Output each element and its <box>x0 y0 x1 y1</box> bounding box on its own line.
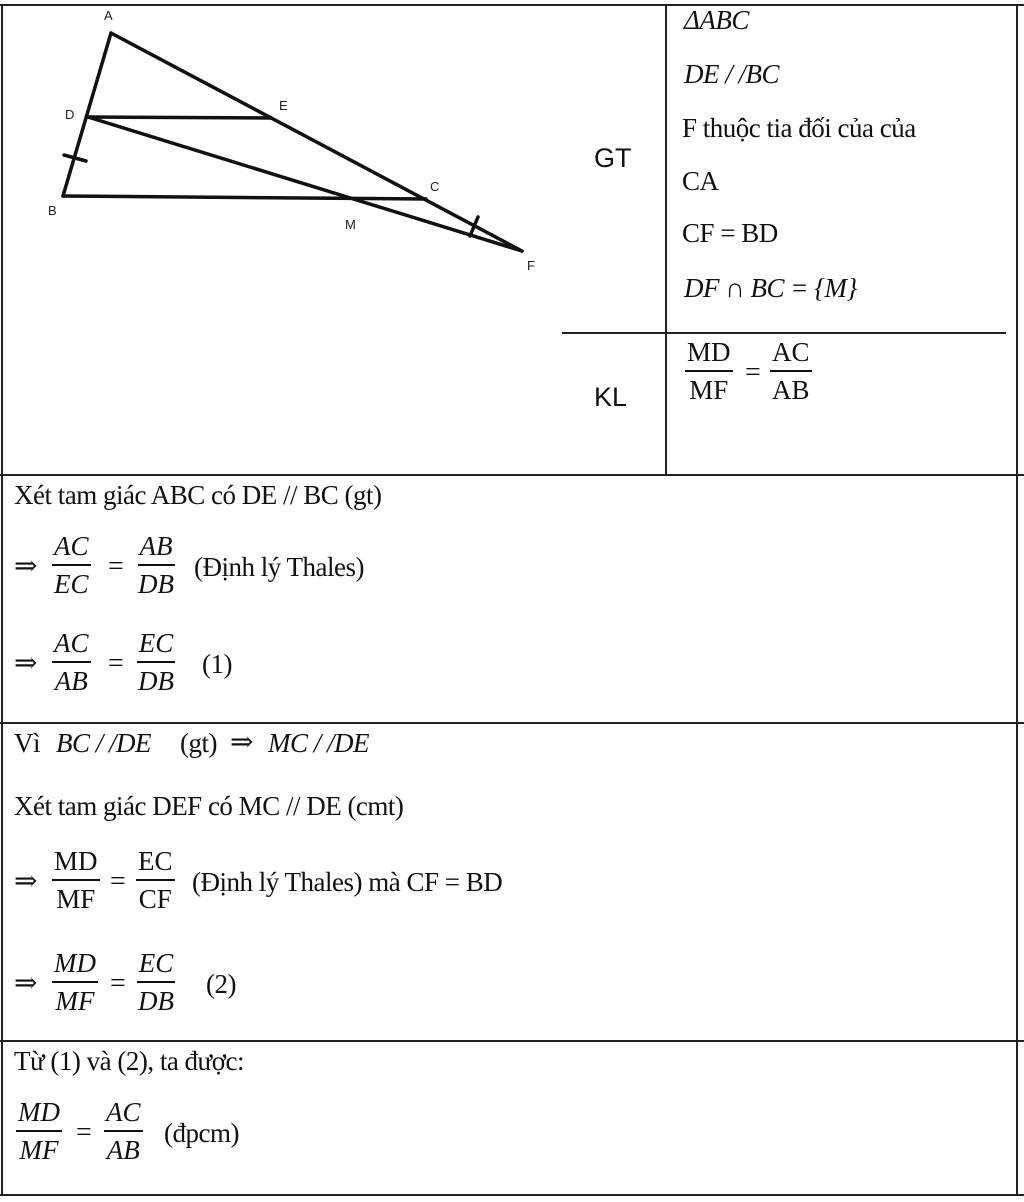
triangle-figure <box>0 0 560 300</box>
step1-line2-arrow: ⇒ <box>14 551 38 582</box>
step1-line2-note: (Định lý Thales) <box>194 552 364 582</box>
step1-line3-arrow: ⇒ <box>14 648 38 679</box>
step2-vi-math2: MC / /DE <box>268 728 369 758</box>
step2-line3-frac2: $\frac{EC}{CF}$ <box>138 846 173 914</box>
hypothesis-line-4: CA <box>682 166 719 196</box>
gt-kl-separator <box>562 332 1006 334</box>
point-label-E: E <box>279 98 288 113</box>
hypothesis-line-3: F thuộc tia đối của của <box>682 113 916 143</box>
table-divider-2 <box>0 722 1024 724</box>
hypothesis-line-5: CF = BD <box>682 218 778 248</box>
conclusion-fraction-left <box>685 337 733 405</box>
step3-note: (đpcm) <box>164 1118 239 1148</box>
step2-line4-arrow: ⇒ <box>14 968 38 999</box>
step2-line3-frac1: $\frac{MD}{MF}$ <box>54 846 98 914</box>
step2-line3-equals: = <box>110 866 126 897</box>
conclusion-right-num: AC <box>770 337 812 372</box>
step2-line4-equals: = <box>110 968 126 999</box>
table-divider-1 <box>0 474 1024 476</box>
point-label-D: D <box>65 107 75 122</box>
step2-intro: Xét tam giác DEF có MC // DE (cmt) <box>14 791 404 821</box>
step1-line3-note: (1) <box>202 649 232 679</box>
step1-line2-frac1: $\frac{AC}{EC}$ <box>54 531 89 599</box>
hypothesis-line-6: DF ∩ BC = {M} <box>684 273 857 303</box>
step2-line3-arrow: ⇒ <box>14 866 38 897</box>
table-border-right <box>1016 4 1018 1196</box>
table-border-bottom <box>0 1194 1024 1196</box>
gt-kl-divider <box>665 4 667 475</box>
step2-line4-frac1: $\frac{MD}{MF}$ <box>54 948 96 1016</box>
conclusion-left-num: MD <box>685 337 733 372</box>
step1-line3-frac1: $\frac{AC}{AB}$ <box>54 628 89 696</box>
step2-line4-note: (2) <box>206 969 236 999</box>
point-label-F: F <box>527 258 535 273</box>
step1-line3-frac2: $\frac{EC}{DB}$ <box>138 628 174 696</box>
table-divider-3 <box>0 1040 1024 1042</box>
conclusion-left-den: MF <box>689 375 729 405</box>
conclusion-equals: = <box>745 357 761 388</box>
point-label-A: A <box>104 8 113 23</box>
point-label-B: B <box>48 203 57 218</box>
step1-line2-frac2: $\frac{AB}{DB}$ <box>138 531 174 599</box>
step2-vi-math1: BC / /DE <box>56 728 151 758</box>
conclusion-right-den: AB <box>772 375 810 405</box>
step2-vi: Vì <box>14 728 40 758</box>
step2-line4-frac2: $\frac{EC}{DB}$ <box>138 948 174 1016</box>
hypothesis-line-1: ΔABC <box>684 5 749 35</box>
step3-frac1: $\frac{MD}{MF}$ <box>18 1097 60 1165</box>
step1-intro: Xét tam giác ABC có DE // BC (gt) <box>14 480 382 510</box>
conclusion-label: KL <box>594 382 628 412</box>
conclusion-fraction-right <box>770 337 812 405</box>
step1-line3-equals: = <box>108 648 124 679</box>
step2-vi-gt: (gt) <box>180 728 217 758</box>
step2-line3-note: (Định lý Thales) mà CF = BD <box>192 867 503 897</box>
step3-intro: Từ (1) và (2), ta được: <box>14 1046 244 1076</box>
step3-frac2: $\frac{AC}{AB}$ <box>106 1097 141 1165</box>
step2-vi-arrow: ⇒ <box>230 727 254 758</box>
point-label-C: C <box>430 179 440 194</box>
hypothesis-line-2: DE / /BC <box>684 59 779 89</box>
step1-line2-equals: = <box>108 551 124 582</box>
hypothesis-label: GT <box>594 143 632 173</box>
segment-BC <box>63 196 426 199</box>
point-label-M: M <box>345 217 356 232</box>
step3-equals: = <box>76 1117 92 1148</box>
segment-DE <box>88 117 271 118</box>
